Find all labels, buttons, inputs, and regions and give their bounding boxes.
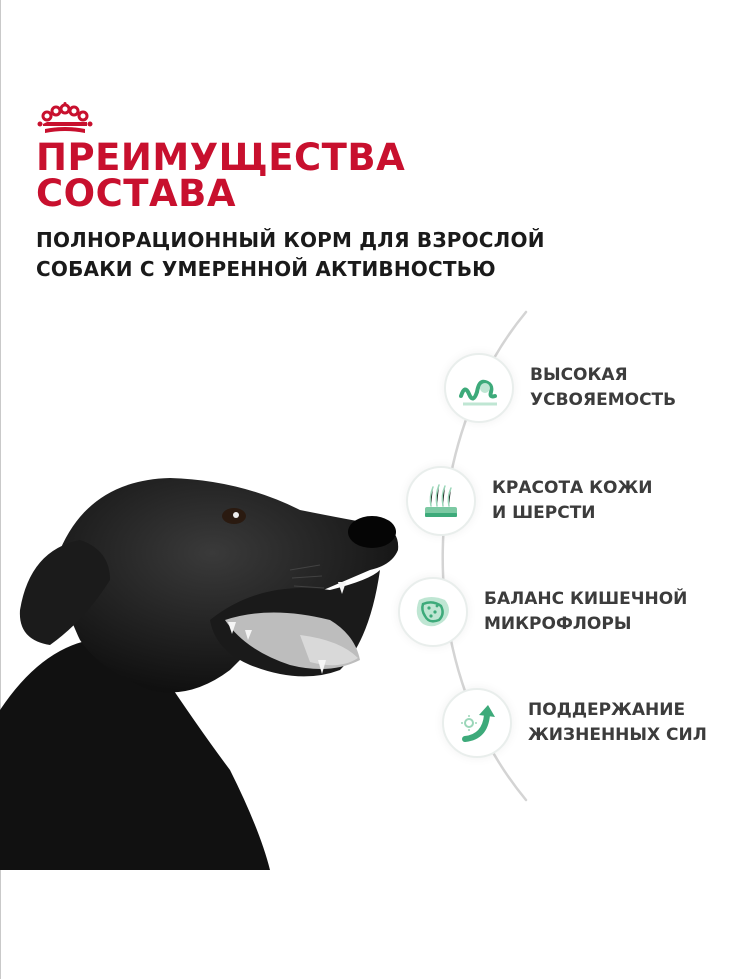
benefit-badge	[406, 466, 476, 536]
benefit-badge	[442, 688, 512, 758]
benefit-digestibility	[444, 353, 676, 423]
benefit-label-line-2: УСВОЯЕМОСТЬ	[530, 390, 677, 410]
title-line-2: СОСТАВА	[36, 172, 236, 215]
benefit-label	[492, 476, 653, 526]
benefit-badge	[444, 353, 514, 423]
benefit-label-line-2: И ШЕРСТИ	[492, 503, 596, 523]
benefit-label-line-1: ПОДДЕРЖАНИЕ	[528, 700, 686, 720]
benefit-vitality	[442, 688, 707, 758]
benefit-gut-flora	[398, 577, 687, 647]
product-subtitle	[36, 226, 545, 284]
dog-photo	[0, 470, 420, 870]
digestion-icon	[457, 366, 501, 410]
vitality-icon	[455, 701, 499, 745]
benefit-label-line-1: КРАСОТА КОЖИ	[492, 478, 653, 498]
benefit-label	[528, 698, 707, 748]
page-title	[36, 136, 406, 215]
crown-logo-icon	[37, 102, 93, 138]
benefit-label-line-2: МИКРОФЛОРЫ	[484, 614, 632, 634]
title-line-1: ПРЕИМУЩЕСТВА	[36, 136, 406, 179]
benefit-badge	[398, 577, 468, 647]
benefit-label	[530, 363, 676, 413]
benefit-label-line-2: ЖИЗНЕННЫХ СИЛ	[528, 725, 707, 745]
benefit-label-line-1: БАЛАНС КИШЕЧНОЙ	[484, 589, 688, 609]
benefit-skin-coat	[406, 466, 653, 536]
benefit-label	[484, 587, 687, 637]
skin-coat-icon	[419, 479, 463, 523]
benefit-label-line-1: ВЫСОКАЯ	[530, 365, 628, 385]
gut-flora-icon	[411, 590, 455, 634]
subtitle-line-1: ПОЛНОРАЦИОННЫЙ КОРМ ДЛЯ ВЗРОСЛОЙ	[36, 228, 545, 252]
subtitle-line-2: СОБАКИ С УМЕРЕННОЙ АКТИВНОСТЬЮ	[36, 257, 496, 281]
